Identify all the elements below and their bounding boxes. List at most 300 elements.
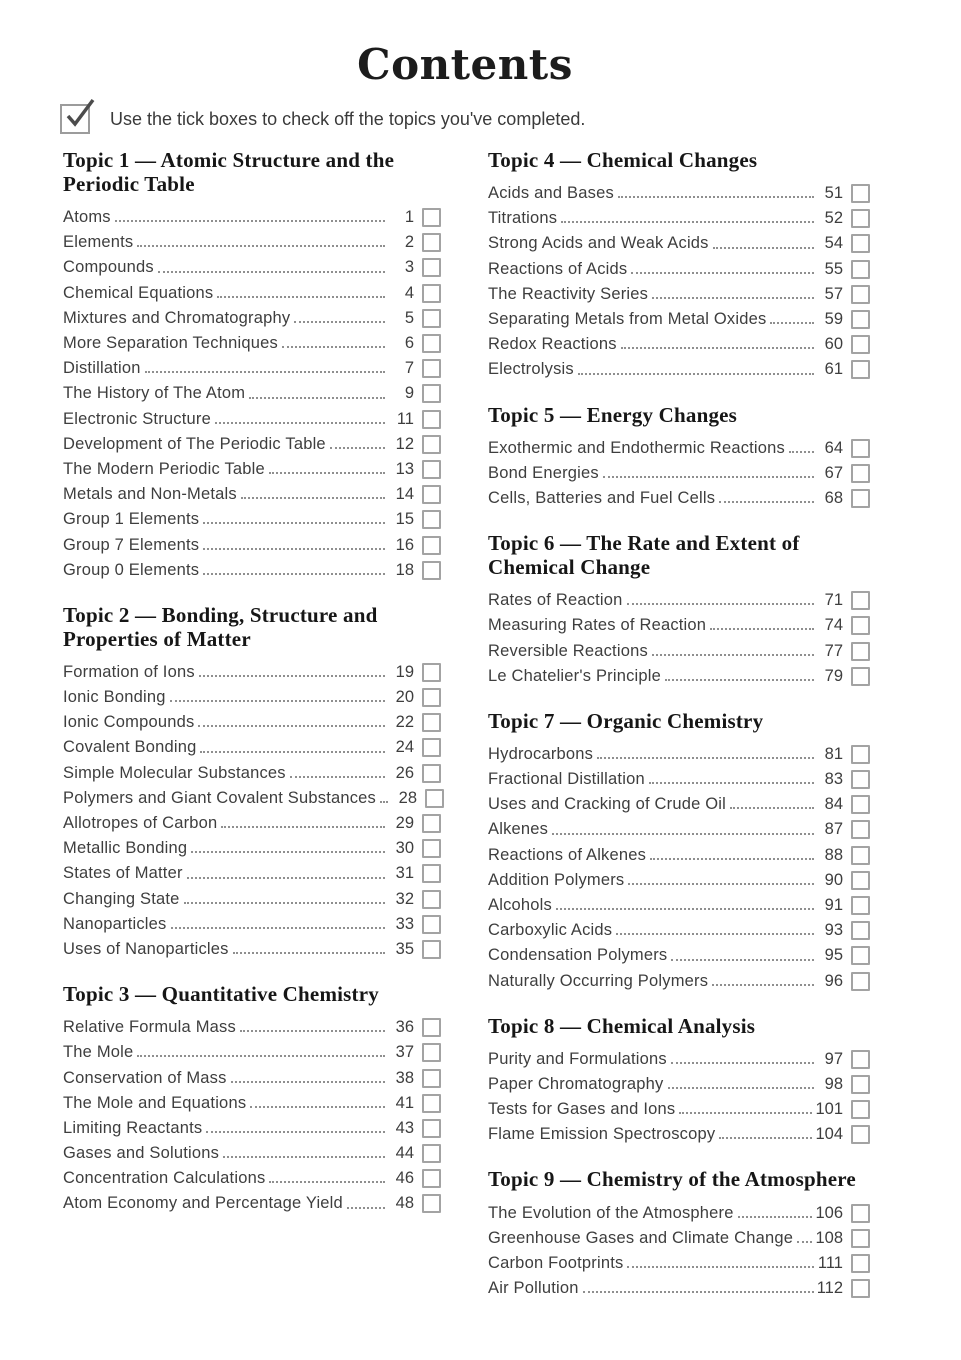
toc-entry-label: Exothermic and Endothermic Reactions xyxy=(488,438,786,457)
dotted-leader xyxy=(789,451,814,453)
page-title: Contents xyxy=(357,40,573,89)
toc-entry-label: Greenhouse Gases and Climate Change xyxy=(488,1228,794,1247)
toc-entry-label: Separating Metals from Metal Oxides xyxy=(488,310,767,329)
toc-entry-label: Reactions of Alkenes xyxy=(488,845,647,864)
toc-entry-checkbox[interactable] xyxy=(851,896,870,915)
topic-section xyxy=(488,1167,870,1301)
toc-entry xyxy=(488,893,870,918)
dotted-leader xyxy=(171,927,386,929)
toc-entry xyxy=(488,1097,870,1122)
toc-entry-page: 11 xyxy=(396,409,414,428)
toc-entry xyxy=(488,206,870,231)
topic-heading-line: Topic 9 — Chemistry of the Atmosphere xyxy=(488,1167,856,1192)
toc-entry-checkbox[interactable] xyxy=(422,359,441,378)
tick-icon xyxy=(62,97,96,131)
toc-entry-label: The Reactivity Series xyxy=(488,284,649,303)
toc-entry-page: 37 xyxy=(395,1043,414,1062)
toc-entry-page: 55 xyxy=(824,259,843,278)
toc-entry-checkbox[interactable] xyxy=(422,536,441,555)
topic-heading-line: Periodic Table xyxy=(63,172,195,196)
topic-heading xyxy=(488,531,870,579)
toc-entry-checkbox[interactable] xyxy=(422,1069,441,1088)
toc-entry-page: 9 xyxy=(404,384,414,403)
dotted-leader xyxy=(719,501,814,503)
toc-entry-label: Elements xyxy=(63,233,134,252)
toc-entry-page: 19 xyxy=(395,662,414,681)
toc-entry-page: 79 xyxy=(824,666,843,685)
toc-entry xyxy=(63,331,441,356)
topic-heading-line: Chemical Change xyxy=(488,555,651,580)
toc-entry-page: 24 xyxy=(395,738,414,757)
toc-entry-checkbox[interactable] xyxy=(422,663,441,682)
dotted-leader xyxy=(240,1030,385,1032)
dotted-leader xyxy=(206,1131,385,1133)
topic-section xyxy=(63,148,441,583)
toc-entry-checkbox[interactable] xyxy=(851,1279,870,1298)
toc-entry-checkbox[interactable] xyxy=(851,846,870,865)
toc-entry-page: 81 xyxy=(824,744,843,763)
topic-section xyxy=(488,148,870,383)
toc-entry-page: 71 xyxy=(824,591,843,610)
toc-entry-label: Limiting Reactants xyxy=(63,1118,203,1137)
toc-entry-page: 18 xyxy=(395,560,414,579)
toc-entry xyxy=(488,307,870,332)
topic-heading-line: Topic 7 — Organic Chemistry xyxy=(488,708,764,733)
toc-entry-page: 90 xyxy=(824,870,843,889)
toc-entry-checkbox[interactable] xyxy=(422,1144,441,1163)
toc-entry-checkbox[interactable] xyxy=(851,360,870,379)
toc-entry-label: Fractional Distillation xyxy=(488,770,645,789)
dotted-leader xyxy=(215,422,385,424)
toc-entry-checkbox[interactable] xyxy=(422,1094,441,1113)
toc-entry-checkbox[interactable] xyxy=(851,972,870,991)
toc-entry-checkbox[interactable] xyxy=(422,233,441,252)
dotted-leader xyxy=(145,371,385,373)
toc-entry-page: 98 xyxy=(824,1074,843,1093)
toc-entry-label: Atom Economy and Percentage Yield xyxy=(63,1194,343,1213)
toc-entry-page: 96 xyxy=(824,971,843,990)
dotted-leader xyxy=(627,1266,814,1268)
toc-entry-page: 41 xyxy=(395,1093,414,1112)
toc-entry xyxy=(488,1226,870,1251)
toc-entry-page: 101 xyxy=(815,1100,843,1119)
topic-heading-line: Topic 4 — Chemical Changes xyxy=(488,148,758,172)
toc-entry-label: Conservation of Mass xyxy=(63,1068,227,1087)
toc-entry-checkbox[interactable] xyxy=(422,460,441,479)
toc-entry-checkbox[interactable] xyxy=(422,510,441,529)
topic-heading-line: Topic 3 — Quantitative Chemistry xyxy=(63,982,379,1007)
toc-entry-page: 48 xyxy=(395,1194,414,1213)
dotted-leader xyxy=(770,322,814,324)
toc-entry-page: 112 xyxy=(816,1279,843,1298)
toc-entry-label: Hydrocarbons xyxy=(488,744,594,763)
dotted-leader xyxy=(347,1207,385,1209)
toc-entry-checkbox[interactable] xyxy=(422,309,441,328)
toc-entry-checkbox[interactable] xyxy=(851,1075,870,1094)
toc-entry-page: 84 xyxy=(824,795,843,814)
toc-entry-checkbox[interactable] xyxy=(851,795,870,814)
dotted-leader xyxy=(294,321,385,323)
dotted-leader xyxy=(578,373,814,375)
toc-entry-checkbox[interactable] xyxy=(422,713,441,732)
topic-heading-line: Topic 8 — Chemical Analysis xyxy=(488,1013,756,1038)
toc-entry-label: Tests for Gases and Ions xyxy=(488,1100,676,1119)
dotted-leader xyxy=(203,548,385,550)
toc-entry-checkbox[interactable] xyxy=(422,1194,441,1213)
toc-entry xyxy=(488,1251,870,1276)
toc-entry-checkbox[interactable] xyxy=(422,561,441,580)
toc-entry xyxy=(63,532,441,557)
toc-entry-page: 77 xyxy=(824,641,843,660)
dotted-leader xyxy=(269,1181,385,1183)
toc-entry-label: Acids and Bases xyxy=(488,184,614,203)
toc-entry xyxy=(488,357,870,382)
toc-entry-page: 87 xyxy=(824,820,843,839)
dotted-leader xyxy=(115,220,385,222)
instruction-row xyxy=(60,104,585,134)
toc-entry-label: Distillation xyxy=(63,359,141,378)
toc-entry-label: Naturally Occurring Polymers xyxy=(488,971,709,990)
toc-entry-checkbox[interactable] xyxy=(851,1229,870,1248)
toc-entry-page: 108 xyxy=(815,1228,843,1247)
toc-entry-checkbox[interactable] xyxy=(851,1204,870,1223)
toc-entry-checkbox[interactable] xyxy=(851,260,870,279)
toc-entry-label: The Modern Periodic Table xyxy=(63,459,265,478)
dotted-leader xyxy=(621,347,814,349)
toc-entry xyxy=(63,407,441,432)
toc-entry-page: 12 xyxy=(395,434,414,453)
dotted-leader xyxy=(713,247,814,249)
topic-section xyxy=(488,531,870,689)
toc-entry xyxy=(63,1040,441,1065)
toc-entry-label: Ionic Compounds xyxy=(63,713,195,732)
toc-entry xyxy=(63,482,441,507)
toc-entry-checkbox[interactable] xyxy=(851,745,870,764)
dotted-leader xyxy=(603,476,814,478)
toc-entry-label: Metallic Bonding xyxy=(63,839,188,858)
toc-entry-checkbox[interactable] xyxy=(851,1125,870,1144)
dotted-leader xyxy=(712,984,814,986)
toc-entry-label: Alkenes xyxy=(488,820,549,839)
toc-entry-checkbox[interactable] xyxy=(422,738,441,757)
toc-entry-page: 33 xyxy=(395,914,414,933)
dotted-leader xyxy=(597,757,814,759)
dotted-leader xyxy=(627,603,814,605)
toc-entry xyxy=(63,306,441,331)
toc-entry xyxy=(488,613,870,638)
contents-column-left xyxy=(63,148,441,1217)
toc-entry xyxy=(488,486,870,511)
toc-entry xyxy=(63,685,441,710)
toc-entry-checkbox[interactable] xyxy=(851,770,870,789)
toc-entry-checkbox[interactable] xyxy=(422,688,441,707)
toc-entry-label: Paper Chromatography xyxy=(488,1074,664,1093)
toc-entry-checkbox[interactable] xyxy=(851,1100,870,1119)
dotted-leader xyxy=(631,272,814,274)
toc-entry-checkbox[interactable] xyxy=(422,410,441,429)
toc-entry-checkbox[interactable] xyxy=(422,284,441,303)
toc-entry-label: Atoms xyxy=(63,208,111,227)
topic-heading-line: Topic 1 — Atomic Structure and the xyxy=(63,148,395,172)
topic-heading xyxy=(63,148,441,196)
toc-entry-label: Addition Polymers xyxy=(488,870,625,889)
toc-entry-checkbox[interactable] xyxy=(851,946,870,965)
toc-entry xyxy=(488,918,870,943)
toc-entry-page: 20 xyxy=(395,688,414,707)
toc-entry-checkbox[interactable] xyxy=(851,820,870,839)
dotted-leader xyxy=(380,801,388,803)
toc-entry-label: Electronic Structure xyxy=(63,409,211,428)
toc-entry xyxy=(488,843,870,868)
dotted-leader xyxy=(618,196,814,198)
dotted-leader xyxy=(650,858,814,860)
toc-entry-checkbox[interactable] xyxy=(851,310,870,329)
toc-entry xyxy=(63,912,441,937)
dotted-leader xyxy=(730,807,814,809)
toc-entry xyxy=(63,937,441,962)
toc-entry-page: 6 xyxy=(404,334,414,353)
dotted-leader xyxy=(668,1087,814,1089)
toc-entry-label: Carbon Footprints xyxy=(488,1253,624,1272)
toc-entry xyxy=(63,205,441,230)
toc-entry-page: 57 xyxy=(824,284,843,303)
toc-entry-label: Polymers and Giant Covalent Substances xyxy=(63,788,377,807)
example-tick-checkbox[interactable] xyxy=(60,104,90,134)
dotted-leader xyxy=(671,959,814,961)
contents-column-right xyxy=(488,148,870,1301)
toc-entry-checkbox[interactable] xyxy=(422,764,441,783)
toc-entry-checkbox[interactable] xyxy=(422,1018,441,1037)
dotted-leader xyxy=(710,628,814,630)
toc-entry-page: 97 xyxy=(824,1049,843,1068)
toc-entry xyxy=(63,230,441,255)
toc-entry-checkbox[interactable] xyxy=(422,435,441,454)
toc-entry-page: 7 xyxy=(404,359,414,378)
toc-entry-label: Uses of Nanoparticles xyxy=(63,939,229,958)
toc-entry xyxy=(488,742,870,767)
toc-entry-checkbox[interactable] xyxy=(851,871,870,890)
dotted-leader xyxy=(330,447,385,449)
toc-entry-checkbox[interactable] xyxy=(851,184,870,203)
toc-entry xyxy=(63,281,441,306)
toc-entry xyxy=(63,457,441,482)
toc-entry xyxy=(488,588,870,613)
toc-entry xyxy=(488,1122,870,1147)
toc-entry-label: Covalent Bonding xyxy=(63,738,197,757)
toc-entry-page: 13 xyxy=(395,459,414,478)
toc-entry-checkbox[interactable] xyxy=(851,464,870,483)
toc-entry-checkbox[interactable] xyxy=(422,258,441,277)
toc-entry-checkbox[interactable] xyxy=(422,334,441,353)
toc-entry-label: Chemical Equations xyxy=(63,283,214,302)
toc-entry-label: Concentration Calculations xyxy=(63,1169,266,1188)
toc-entry-checkbox[interactable] xyxy=(422,940,441,959)
toc-entry xyxy=(488,181,870,206)
toc-entry-checkbox[interactable] xyxy=(851,1050,870,1069)
dotted-leader xyxy=(671,1062,814,1064)
toc-entry-label: Redox Reactions xyxy=(488,335,617,354)
toc-entry-checkbox[interactable] xyxy=(422,814,441,833)
dotted-leader xyxy=(241,497,385,499)
toc-entry xyxy=(63,887,441,912)
instruction-text: Use the tick boxes to check off the topics you've completed. xyxy=(110,108,586,129)
dotted-leader xyxy=(198,725,385,727)
topic-section xyxy=(488,1014,870,1148)
toc-entry xyxy=(63,861,441,886)
topic-heading-line: Properties of Matter xyxy=(63,626,251,651)
toc-entry-label: Allotropes of Carbon xyxy=(63,814,218,833)
toc-entry-label: Cells, Batteries and Fuel Cells xyxy=(488,488,716,507)
topic-section xyxy=(488,403,870,512)
toc-entry-checkbox[interactable] xyxy=(422,1119,441,1138)
toc-entry-page: 14 xyxy=(395,485,414,504)
dotted-leader xyxy=(552,833,814,835)
dotted-leader xyxy=(556,908,814,910)
dotted-leader xyxy=(738,1216,813,1218)
toc-entry-page: 95 xyxy=(824,946,843,965)
toc-entry-checkbox[interactable] xyxy=(422,485,441,504)
toc-entry-checkbox[interactable] xyxy=(851,667,870,686)
toc-entry-page: 61 xyxy=(824,360,843,379)
toc-entry xyxy=(63,1141,441,1166)
toc-entry-checkbox[interactable] xyxy=(851,209,870,228)
dotted-leader xyxy=(616,933,814,935)
dotted-leader xyxy=(137,245,385,247)
toc-entry-label: The History of The Atom xyxy=(63,384,246,403)
toc-entry-page: 35 xyxy=(395,939,414,958)
dotted-leader xyxy=(223,1156,385,1158)
toc-entry xyxy=(488,868,870,893)
toc-entry-checkbox[interactable] xyxy=(851,642,870,661)
toc-entry-checkbox[interactable] xyxy=(422,1169,441,1188)
toc-entry-checkbox[interactable] xyxy=(422,915,441,934)
toc-entry-checkbox[interactable] xyxy=(422,864,441,883)
toc-entry-page: 46 xyxy=(395,1169,414,1188)
toc-entry-page: 51 xyxy=(824,184,843,203)
topic-section xyxy=(63,982,441,1217)
dotted-leader xyxy=(184,902,385,904)
dotted-leader xyxy=(137,1055,385,1057)
toc-entry-checkbox[interactable] xyxy=(422,890,441,909)
toc-entry-page: 3 xyxy=(404,258,414,277)
toc-entry-checkbox[interactable] xyxy=(425,789,444,808)
dotted-leader xyxy=(249,397,385,399)
toc-entry xyxy=(63,1166,441,1191)
toc-entry xyxy=(488,231,870,256)
toc-entry xyxy=(63,558,441,583)
toc-entry-label: Condensation Polymers xyxy=(488,946,668,965)
toc-entry-label: More Separation Techniques xyxy=(63,334,278,353)
toc-entry-checkbox[interactable] xyxy=(851,591,870,610)
dotted-leader xyxy=(583,1291,814,1293)
toc-entry-page: 16 xyxy=(395,535,414,554)
toc-entry-label: Rates of Reaction xyxy=(488,591,623,610)
dotted-leader xyxy=(797,1241,812,1243)
toc-entry-checkbox[interactable] xyxy=(851,439,870,458)
dotted-leader xyxy=(187,877,385,879)
toc-entry-checkbox[interactable] xyxy=(851,285,870,304)
toc-entry-label: Nanoparticles xyxy=(63,914,167,933)
toc-entry xyxy=(488,461,870,486)
toc-entry-page: 88 xyxy=(824,845,843,864)
dotted-leader xyxy=(199,675,385,677)
toc-entry xyxy=(488,257,870,282)
toc-entry-checkbox[interactable] xyxy=(422,839,441,858)
toc-entry-label: Compounds xyxy=(63,258,154,277)
toc-entry-page: 4 xyxy=(404,283,414,302)
toc-entry-label: Alcohols xyxy=(488,896,552,915)
topic-section xyxy=(63,603,441,962)
toc-entry-label: Reversible Reactions xyxy=(488,641,648,660)
dotted-leader xyxy=(158,271,385,273)
toc-entry-checkbox[interactable] xyxy=(422,1043,441,1062)
toc-entry xyxy=(63,432,441,457)
toc-entry xyxy=(63,1065,441,1090)
toc-entry-checkbox[interactable] xyxy=(422,208,441,227)
toc-entry-checkbox[interactable] xyxy=(851,234,870,253)
toc-entry-checkbox[interactable] xyxy=(851,616,870,635)
toc-entry-page: 36 xyxy=(395,1018,414,1037)
topic-section xyxy=(488,709,870,994)
topic-heading xyxy=(488,709,870,733)
toc-entry-label: Carboxylic Acids xyxy=(488,921,613,940)
topic-heading xyxy=(63,982,441,1006)
toc-entry-checkbox[interactable] xyxy=(851,1254,870,1273)
toc-entry-checkbox[interactable] xyxy=(851,921,870,940)
toc-entry xyxy=(488,792,870,817)
toc-entry-page: 83 xyxy=(824,770,843,789)
dotted-leader xyxy=(200,751,385,753)
topic-heading xyxy=(488,403,870,427)
dotted-leader xyxy=(652,297,814,299)
toc-entry-label: Reactions of Acids xyxy=(488,259,628,278)
topic-heading xyxy=(63,603,441,651)
toc-entry xyxy=(488,817,870,842)
toc-entry-label: Group 7 Elements xyxy=(63,535,200,554)
toc-entry-page: 31 xyxy=(395,864,414,883)
toc-entry-label: Simple Molecular Substances xyxy=(63,763,286,782)
toc-entry-checkbox[interactable] xyxy=(851,335,870,354)
toc-entry-label: Air Pollution xyxy=(488,1279,579,1298)
toc-entry xyxy=(488,969,870,994)
toc-entry-page: 64 xyxy=(824,438,843,457)
toc-entry-checkbox[interactable] xyxy=(422,384,441,403)
dotted-leader xyxy=(561,221,814,223)
topic-heading-line: Topic 5 — Energy Changes xyxy=(488,402,738,427)
toc-entry-label: Changing State xyxy=(63,889,180,908)
toc-entry-page: 74 xyxy=(824,616,843,635)
toc-entry-checkbox[interactable] xyxy=(851,489,870,508)
dotted-leader xyxy=(191,851,385,853)
toc-entry-page: 68 xyxy=(824,488,843,507)
toc-entry-label: Electrolysis xyxy=(488,360,574,379)
toc-entry-label: Strong Acids and Weak Acids xyxy=(488,234,709,253)
toc-entry xyxy=(488,282,870,307)
toc-entry-label: Flame Emission Spectroscopy xyxy=(488,1125,716,1144)
toc-entry xyxy=(63,735,441,760)
toc-entry xyxy=(63,786,441,811)
dotted-leader xyxy=(649,782,814,784)
topic-heading-line: Topic 2 — Bonding, Structure and xyxy=(63,602,378,627)
dotted-leader xyxy=(652,654,814,656)
toc-entry xyxy=(488,638,870,663)
toc-entry-page: 54 xyxy=(824,234,843,253)
toc-entry-page: 5 xyxy=(404,308,414,327)
toc-entry-label: Group 1 Elements xyxy=(63,510,200,529)
toc-entry xyxy=(63,660,441,685)
toc-entry-page: 59 xyxy=(824,310,843,329)
toc-entry-label: Metals and Non-Metals xyxy=(63,485,237,504)
